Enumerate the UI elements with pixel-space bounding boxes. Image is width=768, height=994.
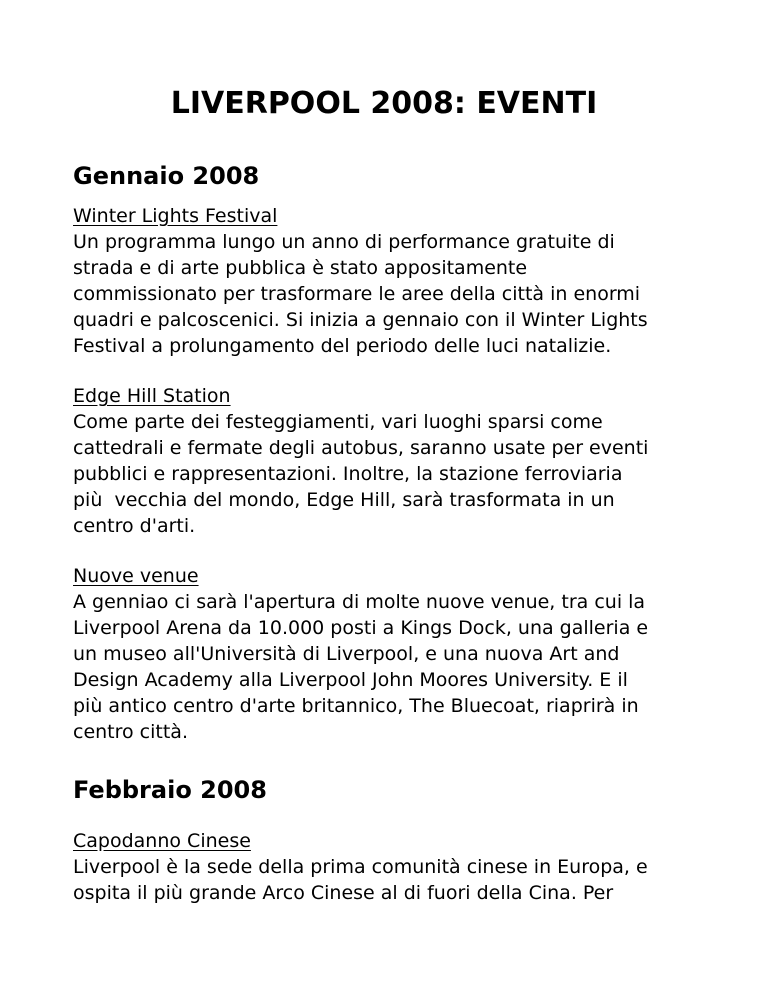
event-text-line: ospita il più grande Arco Cinese al di fuori della Cina. Per — [73, 882, 614, 904]
event-text-line: pubblici e rappresentazioni. Inoltre, la stazione ferroviaria — [73, 463, 623, 485]
event-text-line: cattedrali e fermate degli autobus, saranno usate per eventi — [73, 437, 649, 459]
event-title: Edge Hill Station — [73, 385, 231, 407]
event-text-line: Liverpool è la sede della prima comunità cinese in Europa, e — [73, 856, 648, 878]
event-title: Capodanno Cinese — [73, 830, 251, 852]
document-title: LIVERPOOL 2008: EVENTI — [170, 86, 598, 121]
event-text-line: un museo all'Università di Liverpool, e una nuova Art and — [73, 643, 620, 665]
event-entry-nuove-venue — [73, 563, 713, 745]
event-text-line: Un programma lungo un anno di performance gratuite di — [73, 231, 615, 253]
event-entry-edge-hill — [73, 383, 713, 539]
event-text-line: Festival a prolungamento del periodo delle luci natalizie. — [73, 335, 612, 357]
event-text-line: Design Academy alla Liverpool John Moores University. E il — [73, 669, 628, 691]
event-entry-capodanno-cinese — [73, 828, 713, 906]
event-text-line: strada e di arte pubblica è stato appositamente — [73, 257, 528, 279]
event-text-line: commissionato per trasformare le aree della città in enormi — [73, 283, 641, 305]
event-text-line: centro d'arti. — [73, 515, 196, 537]
event-text-line: Come parte dei festeggiamenti, vari luoghi sparsi come — [73, 411, 603, 433]
event-title: Nuove venue — [73, 565, 199, 587]
event-text-line: centro città. — [73, 721, 188, 743]
event-text-line: più vecchia del mondo, Edge Hill, sarà trasformata in un — [73, 489, 615, 511]
event-text-line: Liverpool Arena da 10.000 posti a Kings Dock, una galleria e — [73, 617, 649, 639]
section-heading-febbraio: Febbraio 2008 — [73, 776, 267, 804]
event-text-line: A genniao ci sarà l'apertura di molte nuove venue, tra cui la — [73, 591, 646, 613]
section-heading-gennaio: Gennaio 2008 — [73, 162, 260, 190]
event-text-line: quadri e palcoscenici. Si inizia a gennaio con il Winter Lights — [73, 309, 648, 331]
event-entry-winter-lights — [73, 203, 713, 359]
event-title: Winter Lights Festival — [73, 205, 278, 227]
event-text-line: più antico centro d'arte britannico, The Bluecoat, riaprirà in — [73, 695, 639, 717]
